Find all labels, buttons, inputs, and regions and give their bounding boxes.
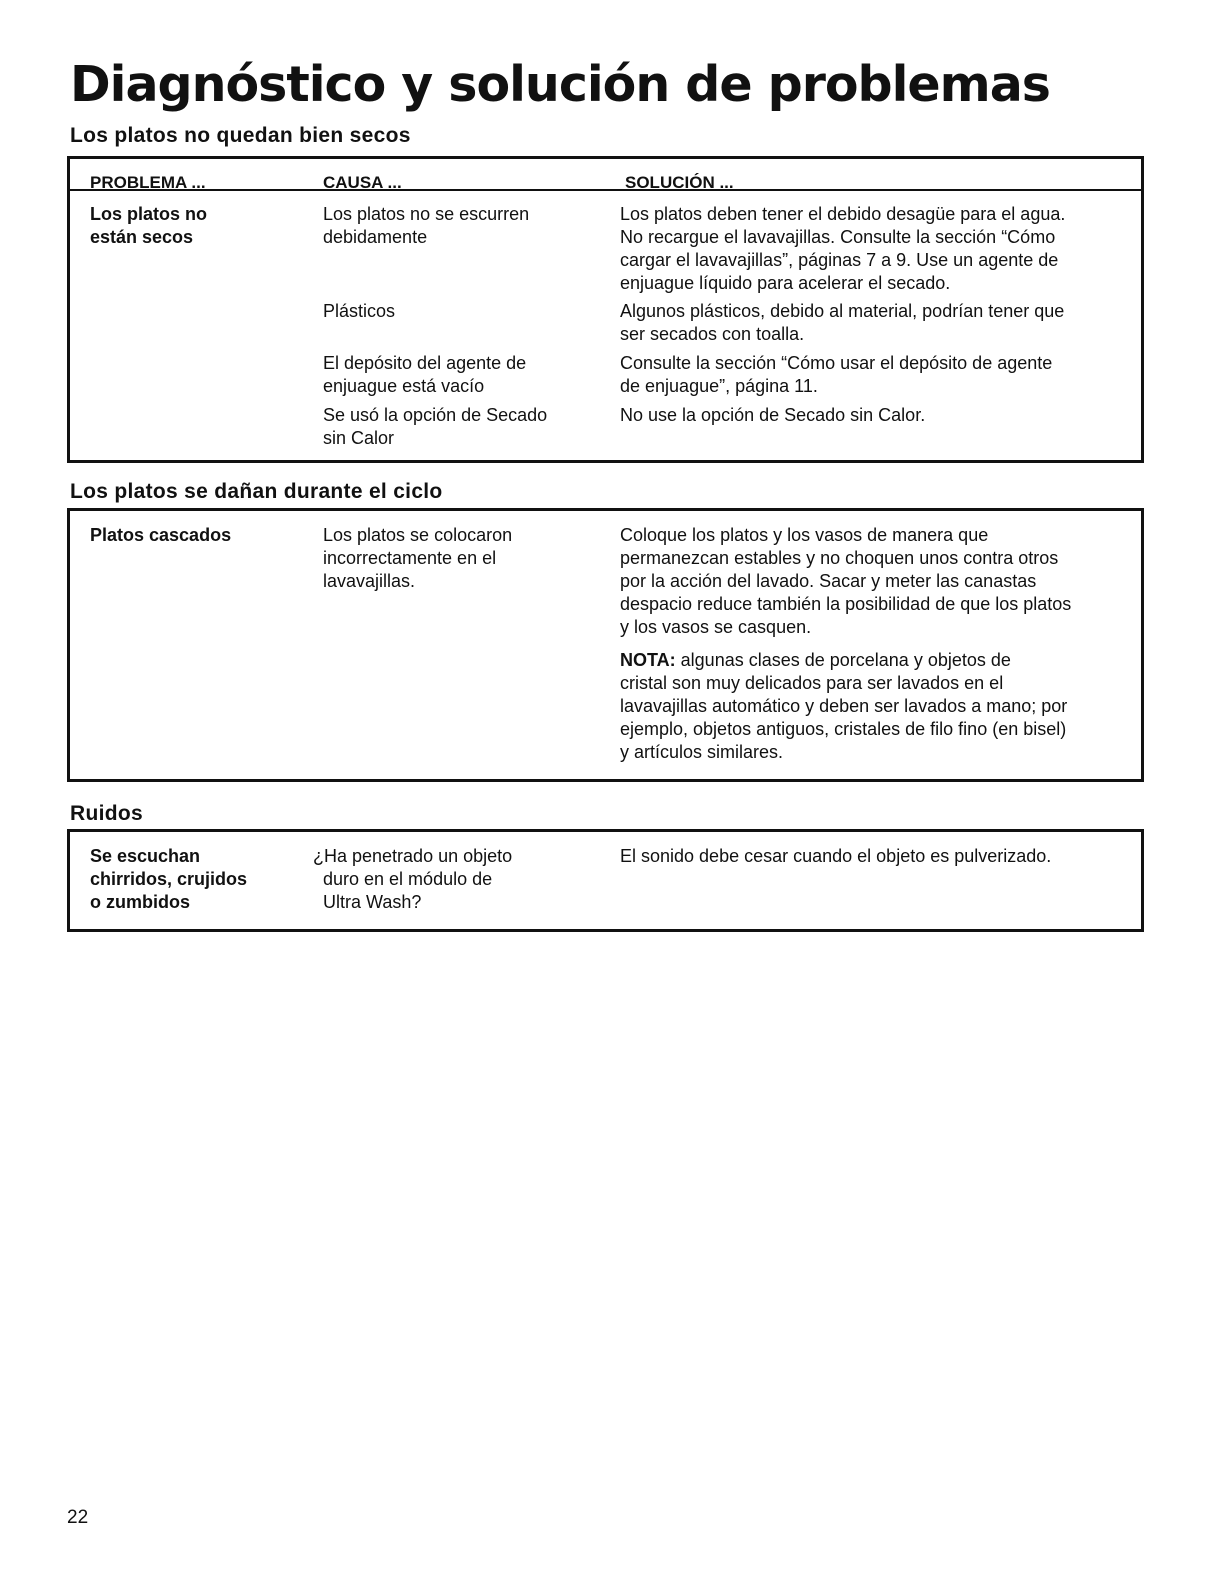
solution-text: [620, 300, 1135, 346]
cause-line: Los platos no se escurren: [323, 204, 530, 224]
problem-line: Se escuchan: [90, 846, 201, 866]
table-secado: [67, 156, 1144, 463]
section-heading-danos: Los platos se dañan durante el ciclo: [70, 480, 443, 503]
column-header-causa: CAUSA ...: [323, 173, 402, 192]
solution-line: y los vasos se casquen.: [620, 617, 812, 637]
cause-line: incorrectamente en el: [323, 548, 497, 568]
note-line: algunas clases de porcelana y objetos de: [675, 650, 1011, 670]
solution-line: cargar el lavavajillas”, páginas 7 a 9. Use un agente de: [620, 250, 1059, 270]
solution-line: Algunos plásticos, debido al material, podrían tener que: [620, 301, 1065, 321]
page-number: 22: [67, 1507, 89, 1528]
cause-text: [323, 300, 613, 323]
section-heading-ruidos: Ruidos: [70, 802, 143, 825]
cause-line: sin Calor: [323, 428, 395, 448]
cause-line: Plásticos: [323, 301, 396, 321]
solution-line: No use la opción de Secado sin Calor.: [620, 405, 926, 425]
cause-text: [323, 203, 613, 249]
solution-text: [620, 524, 1135, 774]
note-block: [620, 649, 1135, 764]
table-danos: [67, 508, 1144, 782]
cause-text: [323, 524, 613, 593]
problem-text: [90, 845, 300, 914]
cause-line: debidamente: [323, 227, 428, 247]
cause-line: ¿Ha penetrado un objeto: [313, 846, 513, 866]
solution-line: permanezcan estables y no choquen unos contra otros: [620, 548, 1059, 568]
problem-line: chirridos, crujidos: [90, 869, 248, 889]
cause-line: Los platos se colocaron: [323, 525, 513, 545]
problem-line: están secos: [90, 227, 194, 247]
problem-text: [90, 203, 300, 249]
cause-line: enjuague está vacío: [323, 376, 485, 396]
column-header-problema: PROBLEMA ...: [90, 173, 206, 192]
problem-line: o zumbidos: [90, 892, 190, 912]
cause-text: [313, 845, 603, 914]
solution-text: [620, 404, 1135, 427]
solution-text: [620, 845, 1135, 868]
table-ruidos: [67, 829, 1144, 932]
cause-line: Ultra Wash?: [323, 892, 422, 912]
problem-text: [90, 524, 300, 547]
solution-line: No recargue el lavavajillas. Consulte la sección “Cómo: [620, 227, 1056, 247]
solution-line: despacio reduce también la posibilidad de que los platos: [620, 594, 1072, 614]
solution-text: [620, 203, 1135, 295]
page-title: Diagnóstico y solución de problemas: [70, 56, 1050, 113]
solution-line: por la acción del lavado. Sacar y meter las canastas: [620, 571, 1037, 591]
cause-line: Se usó la opción de Secado: [323, 405, 548, 425]
cause-line: lavavajillas.: [323, 571, 416, 591]
solution-text: [620, 352, 1135, 398]
cause-line: duro en el módulo de: [323, 869, 493, 889]
problem-line: Platos cascados: [90, 525, 232, 545]
column-header-solucion: SOLUCIÓN ...: [625, 173, 734, 192]
solution-line: Los platos deben tener el debido desagüe para el agua.: [620, 204, 1066, 224]
cause-line: El depósito del agente de: [323, 353, 527, 373]
header-divider: [70, 189, 1141, 191]
solution-line: Coloque los platos y los vasos de manera que: [620, 525, 989, 545]
note-line: lavavajillas automático y deben ser lavados a mano; por: [620, 696, 1068, 716]
section-heading-secado: Los platos no quedan bien secos: [70, 124, 411, 147]
note-label: NOTA:: [620, 650, 676, 670]
cause-text: [323, 352, 613, 398]
solution-line: Consulte la sección “Cómo usar el depósito de agente: [620, 353, 1053, 373]
solution-line: ser secados con toalla.: [620, 324, 805, 344]
note-line: cristal son muy delicados para ser lavados en el: [620, 673, 1004, 693]
note-line: y artículos similares.: [620, 742, 784, 762]
solution-line: El sonido debe cesar cuando el objeto es pulverizado.: [620, 846, 1052, 866]
solution-line: enjuague líquido para acelerar el secado.: [620, 273, 951, 293]
cause-text: [323, 404, 613, 450]
note-line: ejemplo, objetos antiguos, cristales de filo fino (en bisel): [620, 719, 1067, 739]
solution-line: de enjuague”, página 11.: [620, 376, 818, 396]
problem-line: Los platos no: [90, 204, 207, 224]
